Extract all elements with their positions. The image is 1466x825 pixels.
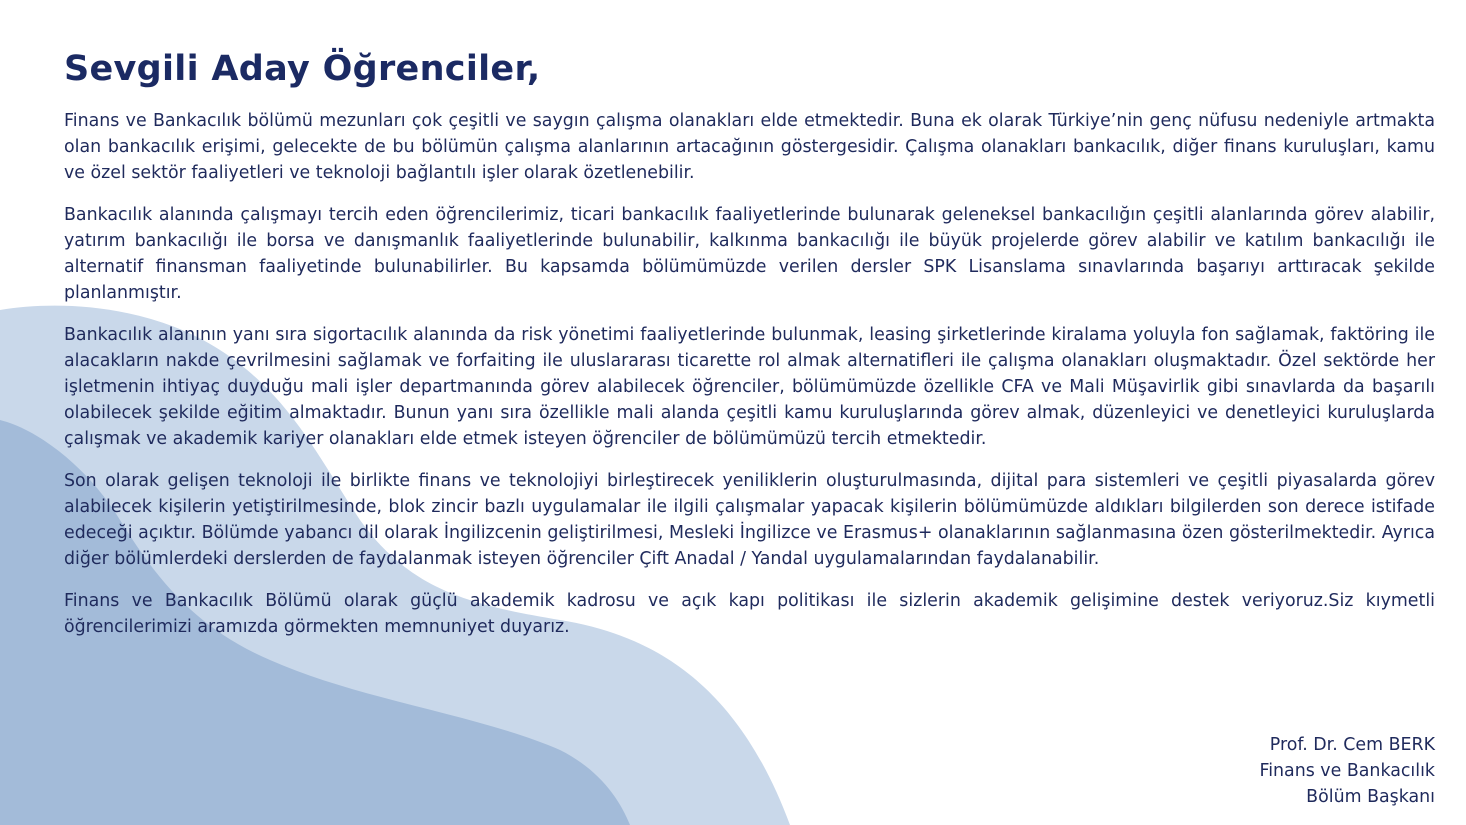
signature-department: Finans ve Bankacılık: [1259, 761, 1435, 781]
signature-name: Prof. Dr. Cem BERK: [1269, 735, 1435, 755]
signature-role: Bölüm Başkanı: [1306, 787, 1435, 807]
signature-block: [1259, 732, 1435, 810]
letter-body: [64, 44, 1435, 656]
paragraph-closing: Finans ve Bankacılık Bölümü olarak güçlü akademik kadrosu ve açık kapı politikası ile sizlerin akademik gelişimine destek veriyoruz.Siz kıymetli öğrencilerimizi aramızda görmekten memnuniyet duyarız.: [64, 591, 1435, 637]
letter-title: Sevgili Aday Öğrenciler,: [64, 49, 541, 89]
paragraph-banking-careers: Bankacılık alanında çalışmayı tercih eden öğrencilerimiz, ticari bankacılık faaliyetlerinde bulunarak geleneksel bankacılığın çeşitli alanlarında görev alabilir, yatırım bankacılığı ile borsa ve danışmanlık faaliyetlerinde bulunabilir, kalkınma bankacılığı ile büyük projelerde görev alabilir ve katılım bankacılığı ile alternatif finansman faaliyetinde bulunabilirler. Bu kapsamda bölümümüzde verilen dersler SPK Lisanslama sınavlarında başarıyı arttıracak şekilde planlanmıştır.: [64, 205, 1435, 303]
paragraph-technology-and-languages: Son olarak gelişen teknoloji ile birlikte finans ve teknolojiyi birleştirecek yeniliklerin oluşturulmasında, dijital para sistemleri ve çeşitli piyasalarda görev alabilecek kişilerin yetiştirilmesinde, blok zincir bazlı uygulamalar ile ilgili çalışmalar yapacak kişilerin bölümümüzde aldıkları bilgilerden son derece istifade edeceği açıktır. Bölümde yabancı dil olarak İngilizcenin geliştirilmesi, Mesleki İngilizce ve Erasmus+ olanaklarının sağlanmasına özen gösterilmektedir. Ayrıca diğer bölümlerdeki derslerden de faydalanmak isteyen öğrenciler Çift Anadal / Yandal uygulamalarından faydalanabilir.: [64, 471, 1435, 569]
paragraph-other-finance-careers: Bankacılık alanının yanı sıra sigortacılık alanında da risk yönetimi faaliyetlerinde bulunmak, leasing şirketlerinde kiralama yoluyla fon sağlamak, faktöring ile alacakların nakde çevrilmesini sağlamak ve forfaiting ile uluslararası ticarette rol almak alternatifleri ile çalışma olanakları oluşmaktadır. Özel sektörde her işletmenin ihtiyaç duyduğu mali işler departmanında görev alabilecek öğrenciler, bölümümüzde özellikle CFA ve Mali Müşavirlik gibi sınavlarda da başarılı olabilecek şekilde eğitim almaktadır. Bunun yanı sıra özellikle mali alanda çeşitli kamu kuruluşlarında görev almak, düzenleyici ve denetleyici kuruluşlarda çalışmak ve akademik kariyer olanakları elde etmek isteyen öğrenciler de bölümümüzü tercih etmektedir.: [64, 325, 1435, 449]
paragraph-career-overview: Finans ve Bankacılık bölümü mezunları çok çeşitli ve saygın çalışma olanakları elde etmektedir. Buna ek olarak Türkiye’nin genç nüfusu nedeniyle artmakta olan bankacılık erişimi, gelecekte de bu bölümün çalışma alanlarının artacağının göstergesidir. Çalışma olanakları bankacılık, diğer finans kuruluşları, kamu ve özel sektör faaliyetleri ve teknoloji bağlantılı işler olarak özetlenebilir.: [64, 111, 1435, 183]
